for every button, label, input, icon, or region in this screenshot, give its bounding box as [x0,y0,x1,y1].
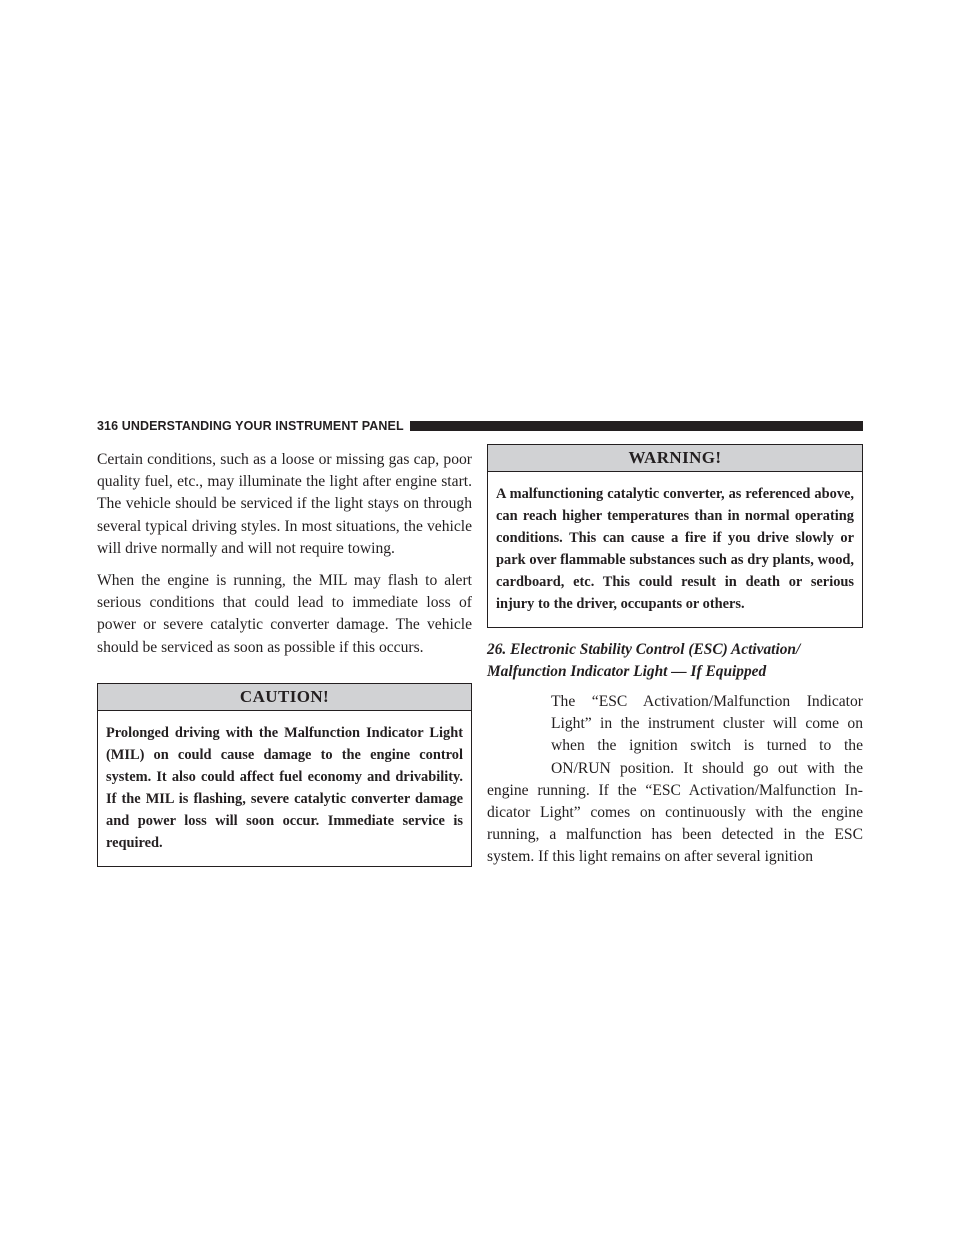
section-title: UNDERSTANDING YOUR INSTRUMENT PANEL [121,419,404,433]
page-header-text [97,419,404,433]
paragraph-mil-flash: When the engine is running, the MIL may flash to alert serious conditions that could lead to immediate loss of power or severe catalytic converter damage. The vehicle should be serviced as soon as possible if this occurs. [97,572,472,656]
warning-title: WARNING! [488,445,862,472]
paragraph-mil-conditions: Certain conditions, such as a loose or missing gas cap, poor quality fuel, etc., may illuminate the light after engine start. The vehicle should be serviced if the light stays on through several typical driving styles. In most situations, the vehicle will drive normally and will not require towing. [97,451,472,557]
section-heading [487,639,863,683]
header-rule [410,421,863,431]
caution-title: CAUTION! [98,684,471,711]
caution-box [97,683,472,867]
page-number: 316 [97,419,119,433]
caution-text: Prolonged driving with the Malfunction Indicator Light (MIL) on could cause damage to the engine control system. It also could affect fuel economy and drivability. If the MIL is flashing, severe catalytic converter damage and power loss will soon occur. Immediate service is required. [106,724,463,851]
right-column [487,449,863,869]
esc-paragraph: The “ESC Activation/Malfunction Indicator Light” in the instrument cluster will come on when the ignition switch is turned to the ON/RUN position. It should go out with the engine running. If the “ESC Activation/Malfunction Indicator Light” comes on continuously with the engine running, a malfunction has been detected in the ESC system. If this light remains on after several ignition [487,693,863,866]
page-header [97,415,863,437]
left-column [97,449,472,867]
warning-box [487,444,863,628]
esc-indicator-icon [487,691,551,777]
section-heading-line-1: 26. Electronic Stability Control (ESC) Activation/ [487,641,801,658]
section-heading-line-2: Malfunction Indicator Light — If Equipped [487,663,767,680]
warning-text: A malfunctioning catalytic converter, as referenced above, can reach higher temperatures than in normal operating conditions. This can cause a fire if you drive slowly or park over flammable substances such as dry plants, wood, cardboard, etc. This could result in death or serious injury to the driver, occupants or others. [496,486,854,612]
